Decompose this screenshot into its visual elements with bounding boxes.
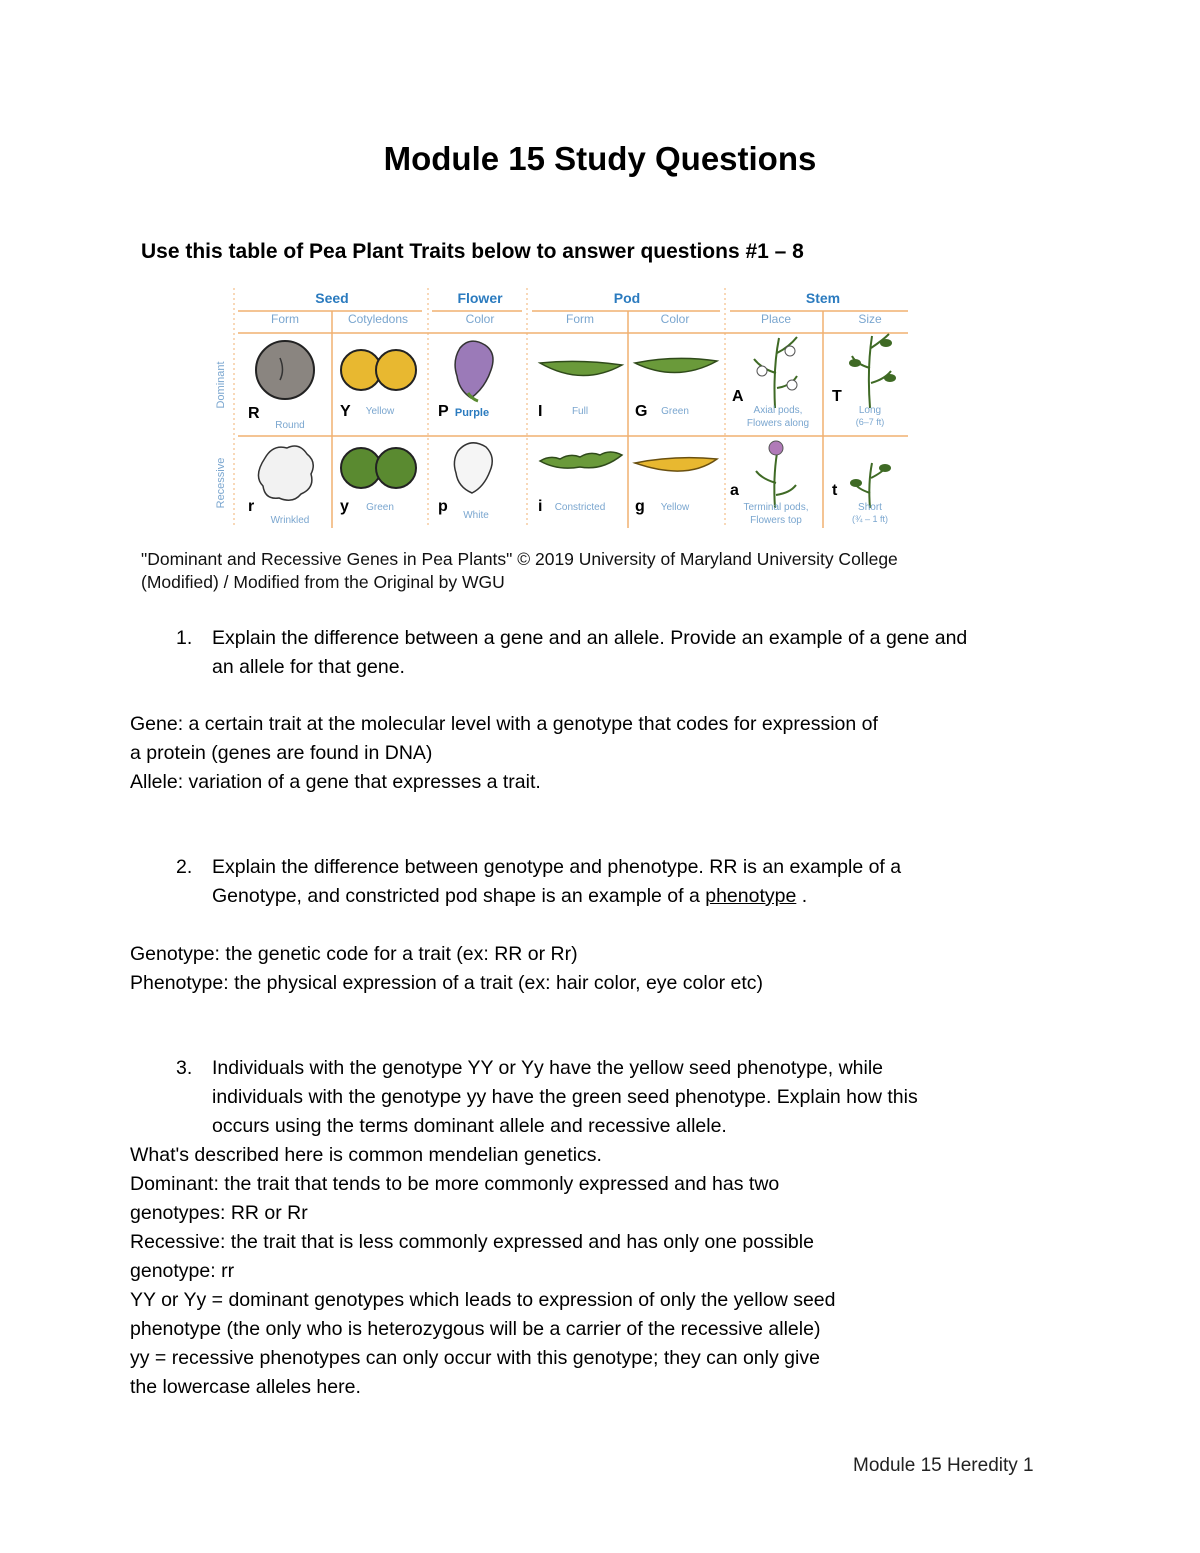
answer-3-line-9: the lowercase alleles here.: [130, 1376, 361, 1398]
rec-label-short: Short: [858, 502, 882, 513]
rec-label-short-2: (¾ – 1 ft): [851, 514, 889, 524]
dom-letter-G: G: [635, 403, 648, 420]
instruction-heading: Use this table of Pea Plant Traits below to answer questions #1 – 8: [141, 240, 804, 263]
group-pod: Pod: [613, 290, 641, 306]
rec-label-terminal-2: Flowers top: [750, 515, 802, 526]
rec-letter-g: g: [635, 498, 645, 515]
dom-label-purple: Purple: [454, 407, 490, 419]
answer-2-line-1: Genotype: the genetic code for a trait (ex: RR or Rr): [130, 943, 578, 965]
dom-letter-R: R: [248, 405, 260, 422]
question-1-line-2: an allele for that gene.: [212, 656, 405, 678]
dom-letter-A: A: [732, 388, 744, 405]
rec-letter-r: r: [248, 498, 255, 515]
rec-letter-a: a: [730, 482, 739, 499]
question-1-line-1: Explain the difference between a gene and an allele. Provide an example of a gene and: [212, 627, 968, 649]
answer-1-line-1: Gene: a certain trait at the molecular level with a genotype that codes for expression of: [130, 713, 878, 735]
sub-pod-form: Form: [566, 312, 594, 326]
answer-2-line-2: Phenotype: the physical expression of a trait (ex: hair color, eye color etc): [130, 972, 763, 994]
answer-3-line-7: phenotype (the only who is heterozygous will be a carrier of the recessive allele): [130, 1318, 821, 1340]
answer-3-line-6: YY or Yy = dominant genotypes which leads to expression of only the yellow seed: [130, 1289, 836, 1311]
rec-label-wrinkled: Wrinkled: [270, 515, 310, 526]
terminal-pods-stem-icon: [756, 441, 796, 508]
question-3: [176, 1054, 1056, 1141]
rec-label-terminal: Terminal pods,: [743, 502, 809, 513]
question-2: [176, 853, 1056, 911]
dom-letter-T: T: [832, 388, 842, 405]
yellow-pod-icon: [635, 458, 717, 471]
full-pod-icon: [540, 361, 622, 375]
wrinkled-seed-icon: [258, 446, 313, 500]
pea-plant-traits-figure: [210, 283, 910, 533]
sub-seed-cotyledons: Cotyledons: [347, 312, 409, 326]
group-seed: Seed: [315, 290, 349, 306]
question-2-number: 2.: [176, 856, 193, 878]
long-stem-icon: [850, 334, 895, 408]
answer-3-line-3: genotypes: RR or Rr: [130, 1202, 308, 1224]
rec-label-white: White: [463, 510, 489, 521]
sub-stem-size: Size: [858, 312, 882, 326]
question-1-number: 1.: [176, 627, 193, 649]
axial-pods-stem-icon: [754, 337, 797, 408]
dom-label-long-2: (6–7 ft): [855, 417, 885, 427]
purple-flower-icon: [455, 341, 493, 401]
green-cotyledons-icon: [341, 448, 416, 488]
dom-label-yellow: Yellow: [365, 406, 395, 417]
answer-2: [130, 940, 1030, 998]
round-seed-icon: [256, 341, 314, 399]
constricted-pod-icon: [540, 452, 622, 468]
rec-letter-i: i: [538, 498, 543, 515]
rec-label-constricted: Constricted: [554, 502, 606, 513]
question-3-line-1: Individuals with the genotype YY or Yy have the yellow seed phenotype, while: [212, 1057, 884, 1079]
rec-label-green: Green: [366, 502, 394, 513]
page-title: Module 15 Study Questions: [383, 140, 817, 177]
group-flower: Flower: [457, 290, 503, 306]
dom-label-axial-2: Flowers along: [746, 418, 810, 429]
answer-3-line-5: genotype: rr: [130, 1260, 235, 1282]
rec-label-yellow: Yellow: [660, 502, 690, 513]
question-2-line-2-post: .: [796, 885, 808, 907]
answer-1: [130, 710, 1030, 797]
page-footer: Module 15 Heredity 1: [853, 1455, 1034, 1476]
row-recessive: Recessive: [215, 457, 227, 509]
question-3-line-3: occurs using the terms dominant allele and recessive allele.: [212, 1115, 727, 1137]
sub-flower-color: Color: [465, 312, 495, 326]
answer-3-line-8: yy = recessive phenotypes can only occur with this genotype; they can only give: [130, 1347, 820, 1369]
question-2-line-1: Explain the difference between genotype and phenotype. RR is an example of a: [212, 856, 902, 878]
answer-3-line-4: Recessive: the trait that is less commonly expressed and has only one possible: [130, 1231, 814, 1253]
rec-letter-y: y: [340, 498, 349, 515]
sub-pod-color: Color: [660, 312, 690, 326]
dom-label-full: Full: [571, 406, 589, 417]
dom-letter-P: P: [438, 403, 449, 420]
question-3-line-2: individuals with the genotype yy have the green seed phenotype. Explain how this: [212, 1086, 918, 1108]
answer-3: [130, 1141, 1030, 1402]
dom-label-axial: Axial pods,: [753, 405, 803, 416]
question-2-line-2: [212, 882, 1056, 911]
rec-letter-t: t: [832, 482, 838, 499]
dom-label-green: Green: [661, 406, 689, 417]
rec-letter-p: p: [438, 498, 448, 515]
dom-label-long: Long: [858, 405, 882, 416]
phenotype-answer: phenotype: [705, 885, 797, 907]
row-dominant: Dominant: [215, 361, 227, 409]
dom-letter-Y: Y: [340, 403, 351, 420]
sub-seed-form: Form: [271, 312, 299, 326]
dom-letter-I: I: [538, 403, 543, 420]
question-3-number: 3.: [176, 1057, 193, 1079]
caption-line-2: (Modified) / Modified from the Original by WGU: [141, 572, 505, 592]
answer-3-line-2: Dominant: the trait that tends to be more commonly expressed and has two: [130, 1173, 780, 1195]
white-flower-icon: [454, 443, 492, 493]
sub-stem-place: Place: [760, 312, 792, 326]
green-pod-icon: [635, 358, 717, 372]
answer-1-line-3: Allele: variation of a gene that expresses a trait.: [130, 771, 541, 793]
question-1: [176, 624, 1056, 682]
answer-3-line-1: What's described here is common mendelian genetics.: [130, 1144, 602, 1166]
group-stem: Stem: [805, 290, 841, 306]
question-2-line-2-pre: Genotype, and constricted pod shape is an example of a: [212, 885, 706, 907]
dom-label-round: Round: [275, 420, 305, 431]
figure-caption: [141, 548, 1041, 594]
caption-line-1: "Dominant and Recessive Genes in Pea Plants" © 2019 University of Maryland University College: [141, 549, 898, 569]
answer-1-line-2: a protein (genes are found in DNA): [130, 742, 433, 764]
yellow-cotyledons-icon: [341, 350, 416, 390]
